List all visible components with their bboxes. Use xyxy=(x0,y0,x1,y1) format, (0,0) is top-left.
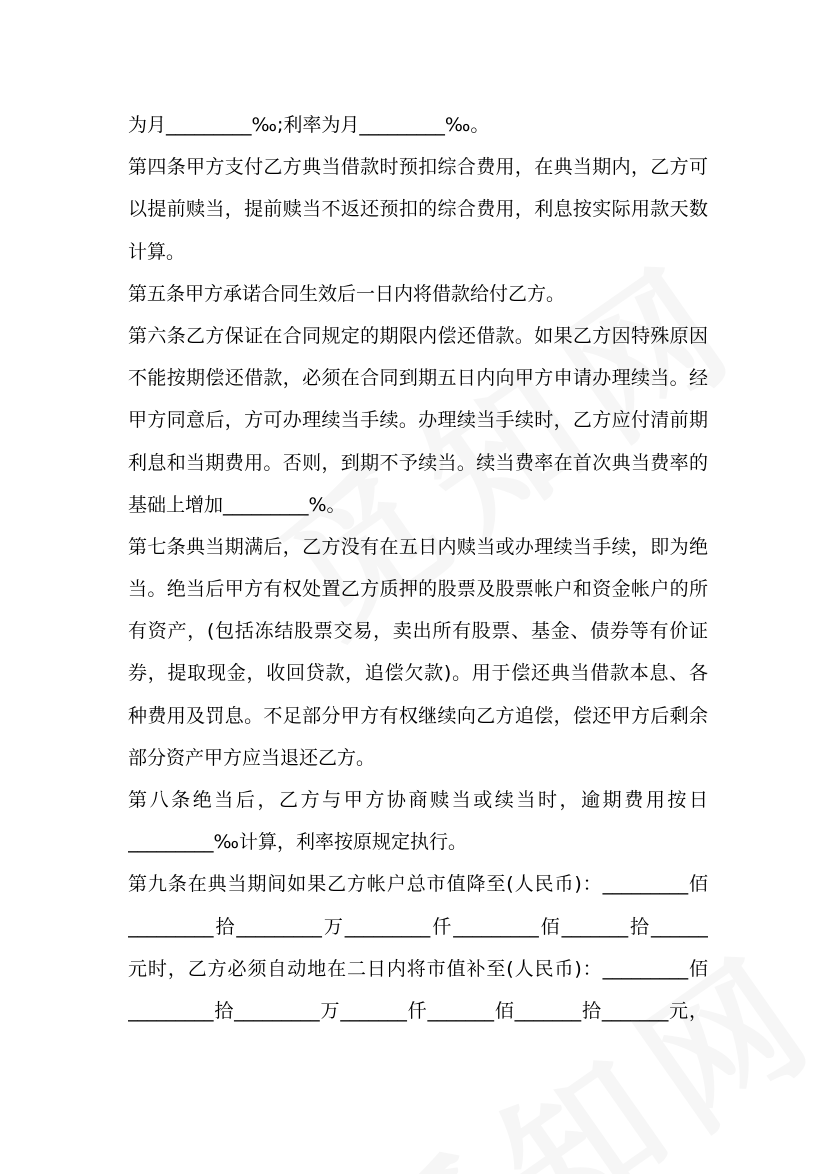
text-line: 元时，乙方必须自动地在二日内将市值补至(人民币)：_________佰 xyxy=(128,957,708,980)
text-line: 为月_________‰;利率为月_________‰。 xyxy=(128,114,490,136)
text-line: 计算。 xyxy=(128,240,186,263)
text-line: 第七条典当期满后，乙方没有在五日内赎当或办理续当手续，即为绝 xyxy=(128,535,708,558)
text-line: 部分资产甲方应当退还乙方。 xyxy=(128,746,376,769)
text-line: _________拾_________万_________仟_________佰_______拾______ xyxy=(128,915,708,938)
text-line: 第九条在典当期间如果乙方帐户总市值降至(人民币)：_________佰 xyxy=(128,873,708,896)
text-line: 以提前赎当，提前赎当不返还预扣的综合费用，利息按实际用款天数 xyxy=(128,198,708,221)
text-line: _________拾_________万_______仟_______佰_______拾_______元， xyxy=(128,999,708,1022)
text-line: 券，提取现金，收回贷款，追偿欠款)。用于偿还典当借款本息、各 xyxy=(128,662,708,685)
text-line: 利息和当期费用。否则，到期不予续当。续当费率在首次典当费率的 xyxy=(128,451,708,474)
text-line: 基础上增加_________%。 xyxy=(128,493,346,516)
text-line: 第四条甲方支付乙方典当借款时预扣综合费用，在典当期内，乙方可 xyxy=(128,156,708,179)
text-line: 第五条甲方承诺合同生效后一日内将借款给付乙方。 xyxy=(128,282,566,305)
text-line: 第六条乙方保证在合同规定的期限内偿还借款。如果乙方因特殊原因 xyxy=(128,324,708,347)
contract-body xyxy=(128,104,708,1032)
text-line: 种费用及罚息。不足部分甲方有权继续向乙方追偿，偿还甲方后剩余 xyxy=(128,704,708,727)
text-line: 甲方同意后，方可办理续当手续。办理续当手续时，乙方应付清前期 xyxy=(128,409,708,432)
text-line: 当。绝当后甲方有权处置乙方质押的股票及股票帐户和资金帐户的所 xyxy=(128,578,708,601)
text-line: 不能按期偿还借款，必须在合同到期五日内向甲方申请办理续当。经 xyxy=(128,367,708,390)
text-line: 有资产，(包括冻结股票交易，卖出所有股票、基金、债券等有价证 xyxy=(128,620,708,643)
text-line: _________‰计算，利率按原规定执行。 xyxy=(128,831,467,854)
text-line: 第八条绝当后，乙方与甲方协商赎当或续当时，逾期费用按日 xyxy=(128,789,708,811)
